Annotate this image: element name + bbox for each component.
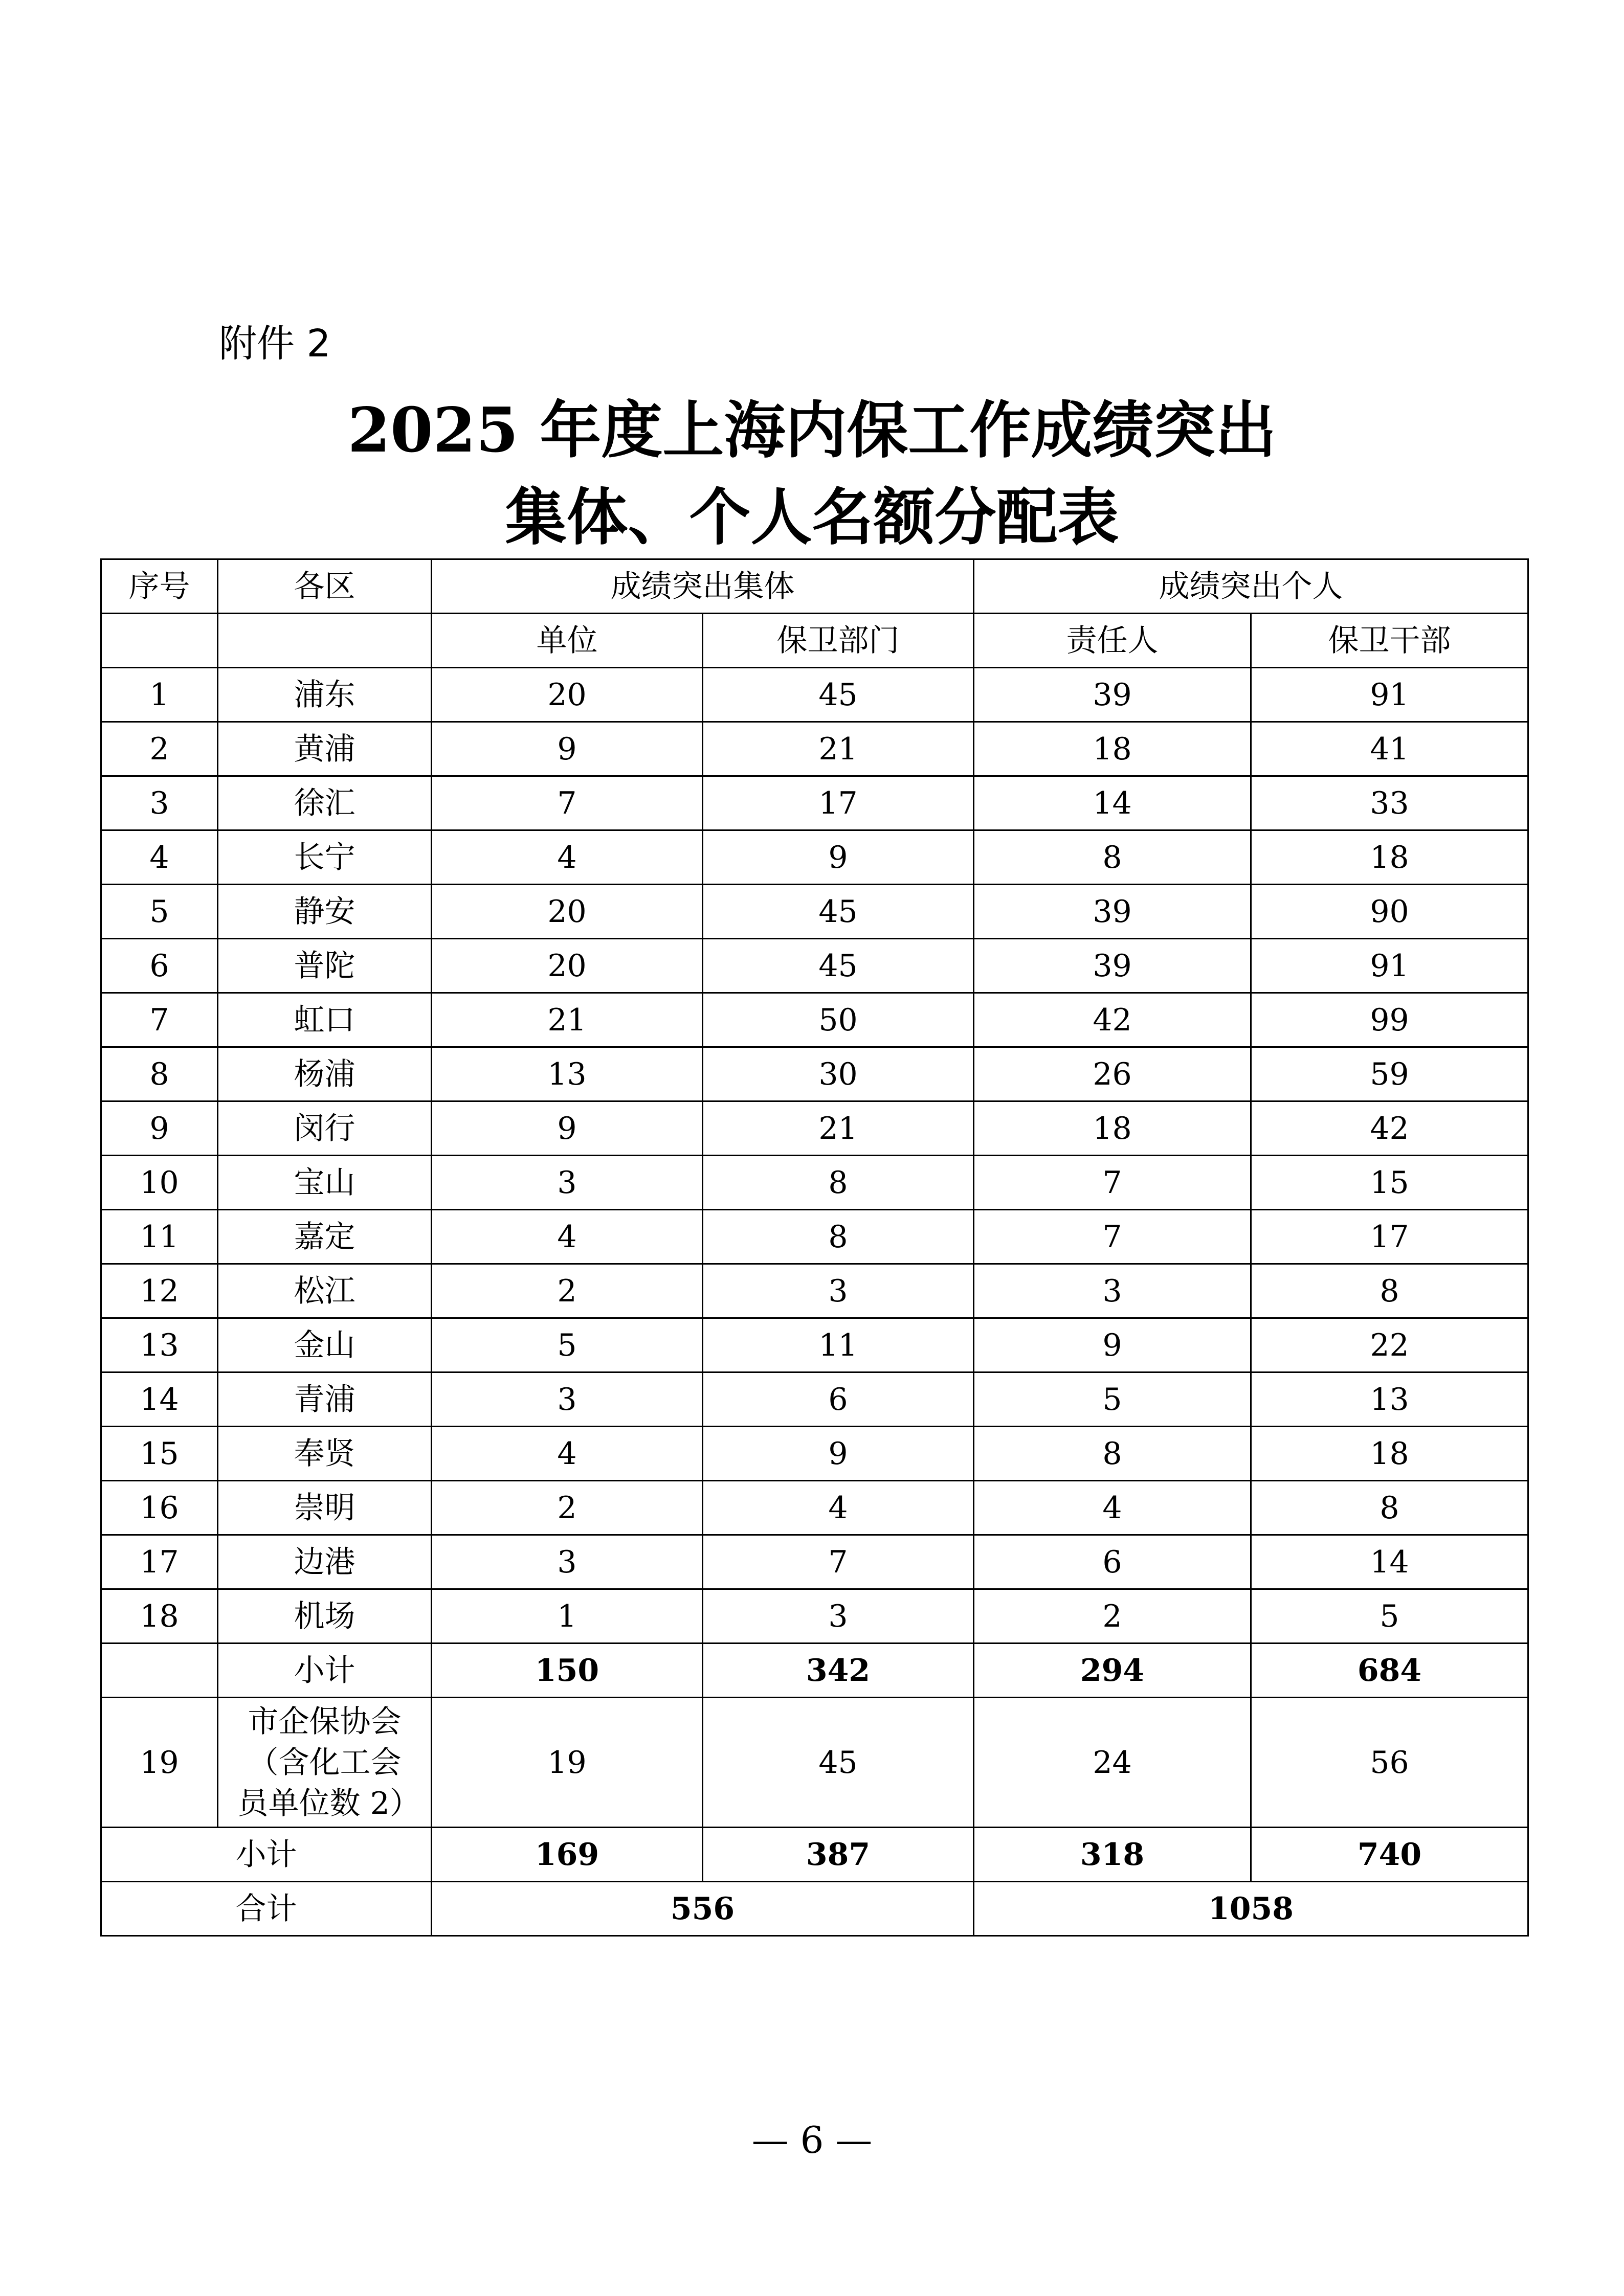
row-cadre: 8	[1251, 1481, 1528, 1535]
row-dept: 11	[703, 1318, 974, 1372]
row-dept: 50	[703, 993, 974, 1047]
row-dept: 17	[703, 776, 974, 830]
row-resp: 39	[974, 885, 1251, 939]
header-index: 序号	[101, 559, 218, 614]
table-header-row-2	[101, 614, 1528, 668]
table-row	[101, 1481, 1528, 1535]
row-cadre: 59	[1251, 1047, 1528, 1101]
total-group: 556	[432, 1882, 974, 1936]
table-row	[101, 1318, 1528, 1372]
row-cadre: 91	[1251, 668, 1528, 722]
row-resp: 39	[974, 668, 1251, 722]
row-district: 边港	[218, 1535, 432, 1589]
document-title-line1: 2025 年度上海内保工作成绩突出	[347, 394, 1277, 466]
row19-index: 19	[101, 1698, 218, 1828]
row-index: 2	[101, 722, 218, 776]
header-security-cadre: 保卫干部	[1251, 614, 1528, 668]
row19-district: 市企保协会（含化工会员单位数 2）	[237, 1703, 420, 1821]
row-unit: 21	[432, 993, 703, 1047]
row-cadre: 8	[1251, 1264, 1528, 1318]
row-district: 崇明	[218, 1481, 432, 1535]
row-district: 普陀	[218, 939, 432, 993]
row-cadre: 33	[1251, 776, 1528, 830]
header-security-dept: 保卫部门	[703, 614, 974, 668]
row-cadre: 99	[1251, 993, 1528, 1047]
row-index: 5	[101, 885, 218, 939]
header-unit: 单位	[432, 614, 703, 668]
subtotal2-dept: 387	[703, 1828, 974, 1882]
row-dept: 4	[703, 1481, 974, 1535]
row-district: 黄浦	[218, 722, 432, 776]
row-cadre: 41	[1251, 722, 1528, 776]
row-resp: 14	[974, 776, 1251, 830]
row-unit: 9	[432, 722, 703, 776]
subtotal-label: 小计	[218, 1644, 432, 1698]
row-resp: 39	[974, 939, 1251, 993]
row-dept: 3	[703, 1264, 974, 1318]
row-district: 杨浦	[218, 1047, 432, 1101]
row-index: 4	[101, 830, 218, 885]
table-row	[101, 885, 1528, 939]
row-district: 虹口	[218, 993, 432, 1047]
row-district: 嘉定	[218, 1210, 432, 1264]
row-cadre: 90	[1251, 885, 1528, 939]
row-cadre: 22	[1251, 1318, 1528, 1372]
row-unit: 20	[432, 939, 703, 993]
row-resp: 18	[974, 722, 1251, 776]
total-label: 合计	[101, 1882, 432, 1936]
row-resp: 7	[974, 1156, 1251, 1210]
table-row	[101, 1535, 1528, 1589]
row-unit: 5	[432, 1318, 703, 1372]
row-dept: 45	[703, 885, 974, 939]
subtotal-resp: 294	[974, 1644, 1251, 1698]
total-row	[101, 1882, 1528, 1936]
row-index: 3	[101, 776, 218, 830]
document-title-line2: 集体、个人名额分配表	[505, 481, 1119, 553]
row-district: 奉贤	[218, 1427, 432, 1481]
subtotal2-resp: 318	[974, 1828, 1251, 1882]
row-dept: 30	[703, 1047, 974, 1101]
row-index: 9	[101, 1101, 218, 1156]
row-resp: 4	[974, 1481, 1251, 1535]
row-unit: 3	[432, 1372, 703, 1427]
row19-unit: 19	[432, 1698, 703, 1828]
row-cadre: 18	[1251, 1427, 1528, 1481]
row-index: 17	[101, 1535, 218, 1589]
header-responsible-person: 责任人	[974, 614, 1251, 668]
row-dept: 9	[703, 830, 974, 885]
table-row	[101, 1210, 1528, 1264]
row19-dept: 45	[703, 1698, 974, 1828]
row-index: 8	[101, 1047, 218, 1101]
row-unit: 4	[432, 830, 703, 885]
row-dept: 3	[703, 1589, 974, 1644]
row-cadre: 17	[1251, 1210, 1528, 1264]
row-unit: 1	[432, 1589, 703, 1644]
row-unit: 13	[432, 1047, 703, 1101]
subtotal-unit: 150	[432, 1644, 703, 1698]
table-row	[101, 776, 1528, 830]
table-row	[101, 668, 1528, 722]
row-index: 11	[101, 1210, 218, 1264]
table-row	[101, 1264, 1528, 1318]
header-individual-outstanding: 成绩突出个人	[974, 559, 1528, 614]
row-unit: 4	[432, 1210, 703, 1264]
table-row	[101, 1101, 1528, 1156]
row-cadre: 13	[1251, 1372, 1528, 1427]
row-dept: 21	[703, 722, 974, 776]
row-index: 18	[101, 1589, 218, 1644]
row-index: 6	[101, 939, 218, 993]
row-unit: 2	[432, 1481, 703, 1535]
table-row	[101, 939, 1528, 993]
row-unit: 4	[432, 1427, 703, 1481]
row-resp: 6	[974, 1535, 1251, 1589]
row-index: 12	[101, 1264, 218, 1318]
row-index: 13	[101, 1318, 218, 1372]
row-resp: 3	[974, 1264, 1251, 1318]
row-unit: 20	[432, 668, 703, 722]
row-dept: 21	[703, 1101, 974, 1156]
subtotal-dept: 342	[703, 1644, 974, 1698]
row-resp: 8	[974, 1427, 1251, 1481]
row-cadre: 14	[1251, 1535, 1528, 1589]
table-row-19	[101, 1698, 1528, 1828]
table-row	[101, 993, 1528, 1047]
row-dept: 9	[703, 1427, 974, 1481]
row-resp: 8	[974, 830, 1251, 885]
row-resp: 2	[974, 1589, 1251, 1644]
header-blank-cell	[101, 614, 218, 668]
row-resp: 18	[974, 1101, 1251, 1156]
row-resp: 42	[974, 993, 1251, 1047]
row-index: 15	[101, 1427, 218, 1481]
table-header-row-1	[101, 559, 1528, 614]
table-row	[101, 722, 1528, 776]
row-dept: 45	[703, 939, 974, 993]
row-district: 静安	[218, 885, 432, 939]
row-cadre: 5	[1251, 1589, 1528, 1644]
row-district: 浦东	[218, 668, 432, 722]
row-index: 16	[101, 1481, 218, 1535]
row-district: 青浦	[218, 1372, 432, 1427]
row-resp: 26	[974, 1047, 1251, 1101]
subtotal2-unit: 169	[432, 1828, 703, 1882]
row-dept: 45	[703, 668, 974, 722]
row-district: 松江	[218, 1264, 432, 1318]
row-district: 宝山	[218, 1156, 432, 1210]
row19-cadre: 56	[1251, 1698, 1528, 1828]
row-cadre: 18	[1251, 830, 1528, 885]
table-row	[101, 1427, 1528, 1481]
table-row	[101, 830, 1528, 885]
row-dept: 7	[703, 1535, 974, 1589]
quota-allocation-table	[100, 558, 1529, 1937]
table-row	[101, 1156, 1528, 1210]
row-index: 1	[101, 668, 218, 722]
subtotal-cadre: 684	[1251, 1644, 1528, 1698]
row-cadre: 91	[1251, 939, 1528, 993]
row-district: 金山	[218, 1318, 432, 1372]
row-unit: 20	[432, 885, 703, 939]
row19-district-cell	[218, 1698, 432, 1828]
table-row	[101, 1047, 1528, 1101]
row-cadre: 15	[1251, 1156, 1528, 1210]
row-unit: 7	[432, 776, 703, 830]
row-resp: 5	[974, 1372, 1251, 1427]
row-index: 7	[101, 993, 218, 1047]
row-district: 机场	[218, 1589, 432, 1644]
attachment-label: 附件 2	[219, 322, 331, 366]
header-blank-cell	[218, 614, 432, 668]
row-index: 10	[101, 1156, 218, 1210]
subtotal-row	[101, 1644, 1528, 1698]
subtotal2-label: 小计	[101, 1828, 432, 1882]
row-resp: 9	[974, 1318, 1251, 1372]
page-number: — 6 —	[751, 2119, 873, 2162]
row-unit: 9	[432, 1101, 703, 1156]
row-unit: 2	[432, 1264, 703, 1318]
header-district: 各区	[218, 559, 432, 614]
row-cadre: 42	[1251, 1101, 1528, 1156]
row-unit: 3	[432, 1156, 703, 1210]
row-dept: 8	[703, 1210, 974, 1264]
table-row	[101, 1589, 1528, 1644]
row-district: 闵行	[218, 1101, 432, 1156]
subtotal2-cadre: 740	[1251, 1828, 1528, 1882]
row-district: 长宁	[218, 830, 432, 885]
row-resp: 7	[974, 1210, 1251, 1264]
row-index: 14	[101, 1372, 218, 1427]
row-unit: 3	[432, 1535, 703, 1589]
table-row	[101, 1372, 1528, 1427]
total-individual: 1058	[974, 1882, 1528, 1936]
row-dept: 6	[703, 1372, 974, 1427]
subtotal2-row	[101, 1828, 1528, 1882]
row19-resp: 24	[974, 1698, 1251, 1828]
row-dept: 8	[703, 1156, 974, 1210]
row-district: 徐汇	[218, 776, 432, 830]
subtotal-blank-cell	[101, 1644, 218, 1698]
header-group-outstanding: 成绩突出集体	[432, 559, 974, 614]
